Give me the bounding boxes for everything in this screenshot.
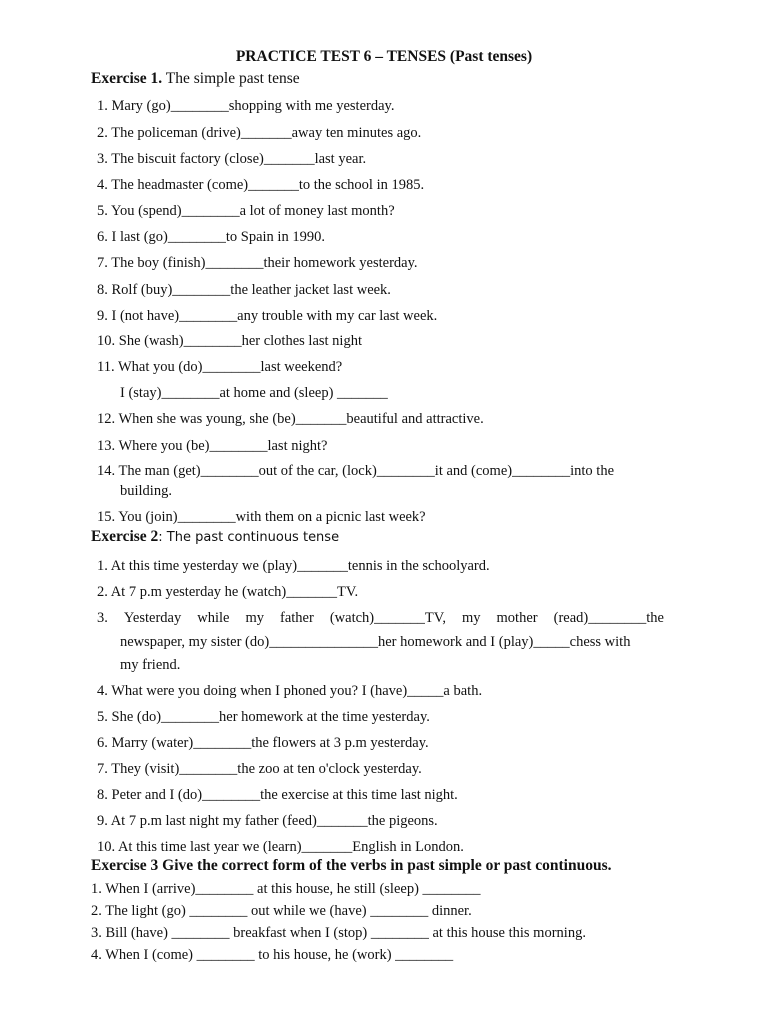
exercise-2-subtitle: : The past continuous tense [158,530,340,545]
exercise-1-item-continuation: I (stay)________at home and (sleep) _______ [120,385,388,401]
exercise-1-item: 2. The policeman (drive)_______away ten minutes ago. [97,125,422,141]
exercise-2-item-continuation: newspaper, my sister (do)_______________her homework and I (play)_____chess with [120,634,631,650]
word: my [245,610,264,626]
exercise-1-item: 13. Where you (be)________last night? [97,438,328,454]
word: (watch)_______TV, [329,610,446,626]
exercise-3-heading: Exercise 3 Give the correct form of the verbs in past simple or past continuous. [91,857,612,874]
exercise-1-item: 5. You (spend)________a lot of money last month? [97,203,395,219]
exercise-1-label: Exercise 1. [91,70,163,87]
exercise-1-item: 9. I (not have)________any trouble with my car last week. [97,308,438,324]
exercise-1-item: 3. The biscuit factory (close)_______last year. [97,151,367,167]
exercise-1-item: 14. The man (get)________out of the car, (lock)________it and (come)________into the [97,463,615,479]
word: father [280,610,314,626]
exercise-1-subtitle: The simple past tense [165,70,300,87]
exercise-2-item-3 [97,609,664,627]
exercise-1-item: 15. You (join)________with them on a picnic last week? [97,509,426,525]
word: (read)________the [553,610,664,626]
exercise-2-item: 10. At this time last year we (learn)_______English in London. [97,839,464,855]
word: while [197,610,230,626]
word: my [461,610,481,626]
exercise-1-item: 8. Rolf (buy)________the leather jacket last week. [97,282,391,298]
exercise-1-heading [91,69,300,89]
exercise-3-item: 4. When I (come) ________ to his house, he (work) ________ [91,947,454,963]
exercise-1-item: 4. The headmaster (come)_______to the school in 1985. [97,177,425,193]
exercise-2-item: 4. What were you doing when I phoned you? I (have)_____a bath. [97,683,483,699]
exercise-2-item: 1. At this time yesterday we (play)_______tennis in the schoolyard. [97,558,490,574]
exercise-1-item: 1. Mary (go)________shopping with me yesterday. [97,98,395,114]
exercise-1-item: 6. I last (go)________to Spain in 1990. [97,229,325,245]
exercise-2-item: 8. Peter and I (do)________the exercise at this time last night. [97,787,458,803]
exercise-2-item: 9. At 7 p.m last night my father (feed)_______the pigeons. [97,813,438,829]
exercise-1-item: 12. When she was young, she (be)_______beautiful and attractive. [97,411,484,427]
word: Yesterday [123,610,182,626]
exercise-2-item: 5. She (do)________her homework at the time yesterday. [97,709,430,725]
word: 3. [97,610,108,626]
exercise-3-item: 2. The light (go) ________ out while we (have) ________ dinner. [91,903,472,919]
exercise-3-item: 3. Bill (have) ________ breakfast when I (stop) ________ at this house this morning. [91,925,586,941]
word: mother [496,610,538,626]
exercise-2-heading [91,527,339,548]
exercise-2-item: 2. At 7 p.m yesterday he (watch)_______TV. [97,584,359,600]
exercise-2-item-continuation: my friend. [120,657,181,673]
exercise-3-item: 1. When I (arrive)________ at this house, he still (sleep) ________ [91,881,481,897]
exercise-2-item: 6. Marry (water)________the flowers at 3 p.m yesterday. [97,735,429,751]
page-title: PRACTICE TEST 6 – TENSES (Past tenses) [235,48,533,65]
exercise-2-label: Exercise 2 [91,528,159,545]
exercise-1-item: 11. What you (do)________last weekend? [97,359,343,375]
exercise-1-item: 10. She (wash)________her clothes last night [97,333,362,349]
exercise-2-item: 7. They (visit)________the zoo at ten o'clock yesterday. [97,761,422,777]
exercise-1-item-continuation: building. [120,483,172,499]
exercise-1-item: 7. The boy (finish)________their homework yesterday. [97,255,418,271]
